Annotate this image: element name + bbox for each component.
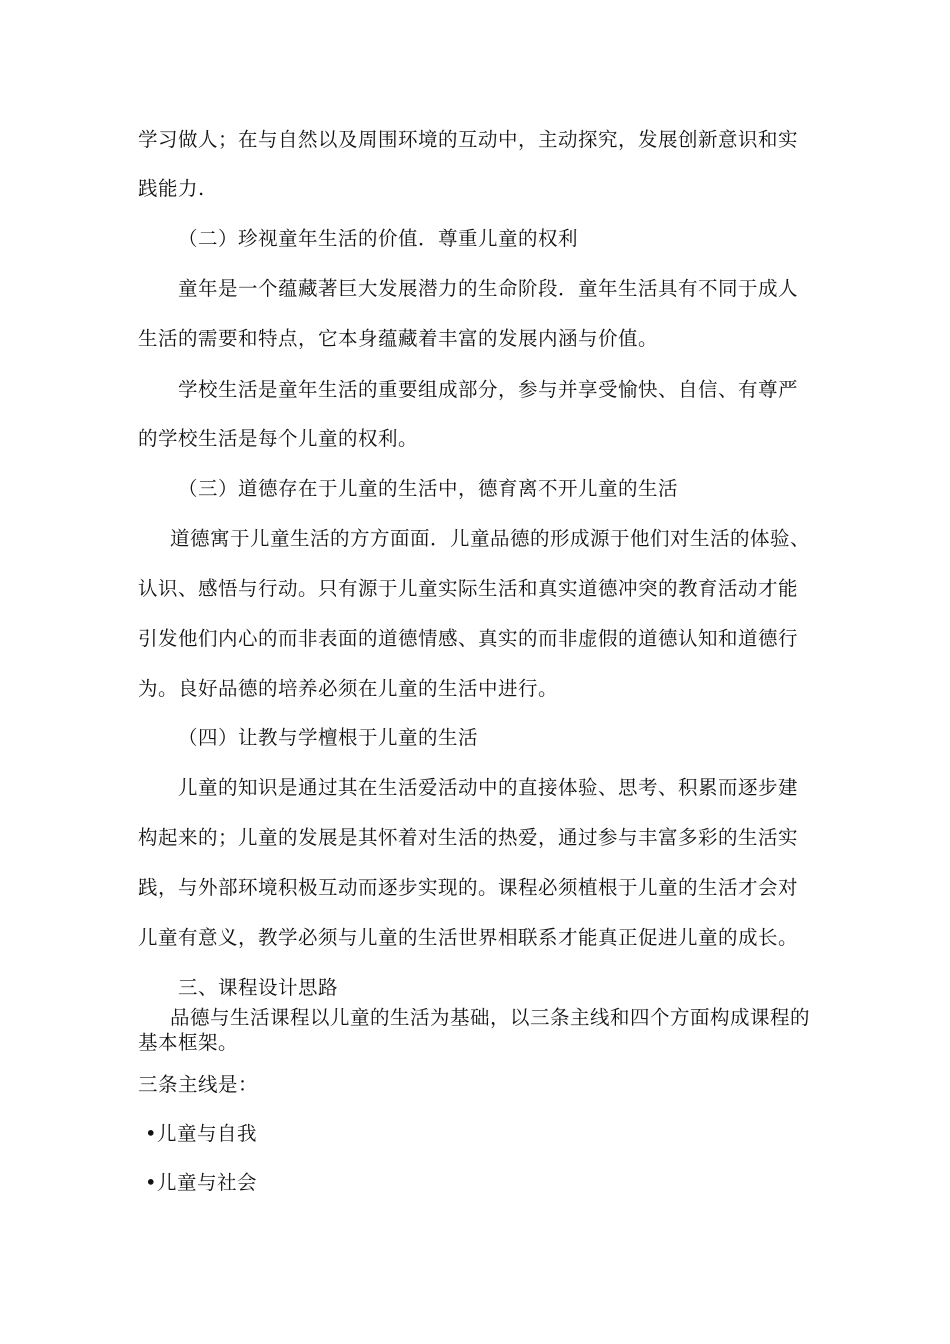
paragraph-line: 的学校生活是每个儿童的权利。 (138, 427, 419, 450)
paragraph-line: 生活的需要和特点，它本身蕴藏着丰富的发展内涵与价值。 (138, 327, 659, 350)
paragraph-line: 认识、感悟与行动。只有源于儿童实际生活和真实道德冲突的教育活动才能 (138, 577, 799, 600)
list-intro: 三条主线是： (138, 1073, 259, 1096)
section-heading-3: （三）道德存在于儿童的生活中，德育离不开儿童的生活 (178, 477, 679, 500)
section-heading-main: 三、课程设计思路 (178, 976, 339, 999)
paragraph-line: 践能力. (138, 177, 205, 200)
paragraph-line: 品德与生活课程以儿童的生活为基础，以三条主线和四个方面构成课程的 (170, 1006, 811, 1029)
list-item: •儿童与自我 (145, 1122, 258, 1145)
section-heading-4: （四）让教与学檀根于儿童的生活 (178, 726, 479, 749)
list-item: •儿童与社会 (145, 1171, 258, 1194)
paragraph-line: 引发他们内心的而非表面的道德情感、真实的而非虚假的道德认知和道德行 (138, 627, 799, 650)
paragraph-line: 为。良好品德的培养必须在儿童的生活中进行。 (138, 677, 559, 700)
paragraph-line: 儿童有意义，教学必须与儿童的生活世界相联系才能真正促进儿童的成长。 (138, 926, 799, 949)
paragraph-line: 儿童的知识是通过其在生活爱活动中的直接体验、思考、积累而逐步建 (178, 776, 799, 799)
paragraph-line: 构起来的；儿童的发展是其怀着对生活的热爱，通过参与丰富多彩的生活实 (138, 826, 799, 849)
paragraph-line: 践，与外部环境积极互动而逐步实现的。课程必须植根于儿童的生活才会对 (138, 876, 799, 899)
paragraph-line: 学校生活是童年生活的重要组成部分，参与并享受愉快、自信、有尊严 (178, 378, 799, 401)
section-heading-2: （二）珍视童年生活的价值．尊重儿童的权利 (178, 227, 579, 250)
paragraph-line: 基本框架。 (138, 1031, 239, 1054)
paragraph-line: 学习做人；在与自然以及周围环境的互动中，主动探究，发展创新意识和实 (138, 128, 799, 151)
paragraph-line: 童年是一个蕴藏著巨大发展潜力的生命阶段．童年生活具有不同于成人 (178, 277, 799, 300)
paragraph-line: 道德寓于儿童生活的方方面面．儿童品德的形成源于他们对生活的体验、 (170, 527, 811, 550)
